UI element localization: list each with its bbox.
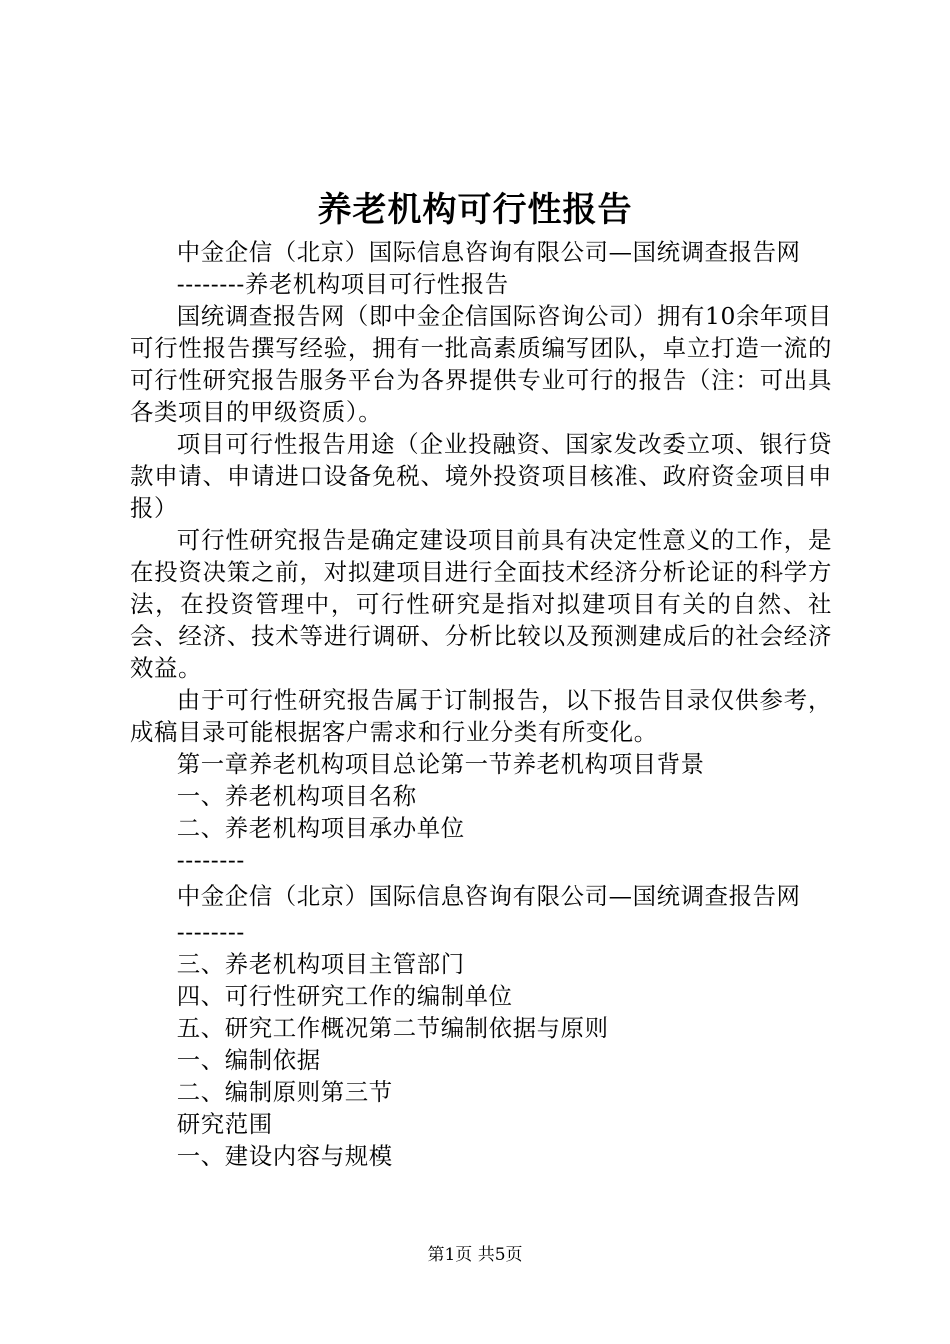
paragraph-report-usage: 项目可行性报告用途（企业投融资、国家发改委立项、银行贷款申请、申请进口设备免税、境外投资项目核准、政府资金项目申报） [130, 430, 832, 522]
toc-line: 一、建设内容与规模 [176, 1142, 393, 1170]
toc-line: 五、研究工作概况第二节编制依据与原则 [176, 1014, 609, 1042]
toc-line: 二、养老机构项目承办单位 [176, 814, 465, 842]
document-title: 养老机构可行性报告 [317, 190, 633, 230]
toc-line: 三、养老机构项目主管部门 [176, 950, 465, 978]
toc-line: 四、可行性研究工作的编制单位 [176, 982, 513, 1010]
toc-line: 一、编制依据 [176, 1046, 321, 1074]
paragraph-company-header: 中金企信（北京）国际信息咨询有限公司—国统调查报告网 [176, 238, 801, 266]
paragraph-report-subtitle: --------养老机构项目可行性报告 [176, 270, 509, 298]
paragraph-company-intro: 国统调查报告网（即中金企信国际咨询公司）拥有10余年项目可行性报告撰写经验，拥有一批高素质编写团队，卓立打造一流的可行性研究报告服务平台为各界提供专业可行的报告（注：可出具各类项目的甲级资质）。 [130, 302, 832, 426]
page-number-footer: 第1页 共5页 [427, 1245, 523, 1265]
toc-line: 研究范围 [176, 1110, 273, 1138]
separator-line: -------- [176, 918, 245, 946]
paragraph-catalog-note: 由于可行性研究报告属于订制报告，以下报告目录仅供参考，成稿目录可能根据客户需求和行业分类有所变化。 [130, 686, 832, 746]
separator-line: -------- [176, 846, 245, 874]
paragraph-feasibility-definition: 可行性研究报告是确定建设项目前具有决定性意义的工作，是在投资决策之前，对拟建项目进行全面技术经济分析论证的科学方法，在投资管理中，可行性研究是指对拟建项目有关的自然、社会、经济、技术等进行调研、分析比较以及预测建成后的社会经济效益。 [130, 526, 832, 682]
toc-line: 第一章养老机构项目总论第一节养老机构项目背景 [176, 750, 705, 778]
toc-line: 二、编制原则第三节 [176, 1078, 393, 1106]
document-body [130, 236, 832, 1172]
paragraph-company-header-repeat: 中金企信（北京）国际信息咨询有限公司—国统调查报告网 [176, 882, 801, 910]
toc-line: 一、养老机构项目名称 [176, 782, 417, 810]
